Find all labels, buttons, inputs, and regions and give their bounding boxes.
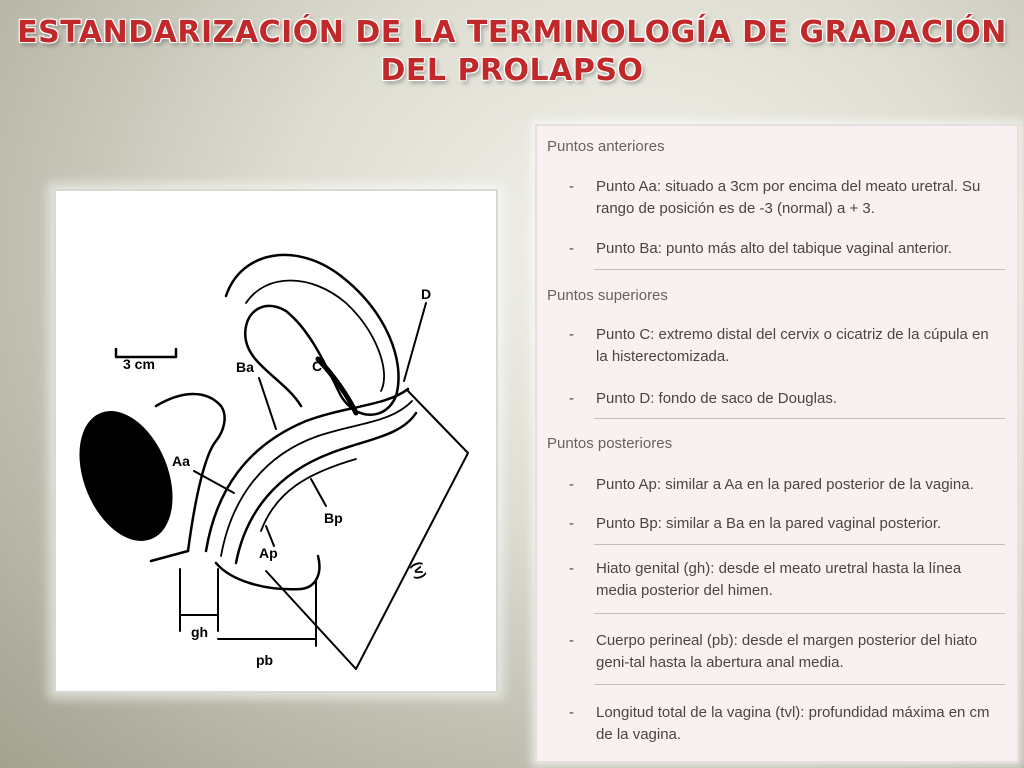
point-d-leader: [404, 303, 426, 381]
list-dash: -: [569, 515, 574, 532]
perineum-line-left: [151, 551, 188, 561]
list-item: [569, 388, 999, 410]
vaginal-lumen-line: [221, 401, 412, 556]
list-item: [569, 702, 999, 746]
rectum-shape: [62, 397, 191, 555]
divider: [594, 613, 1005, 614]
point-bp-leader: [311, 479, 326, 506]
list-dash: -: [569, 390, 574, 407]
pop-q-diagram: [56, 191, 496, 691]
label-aa: Aa: [172, 453, 190, 469]
list-item: [569, 176, 999, 220]
tvl-measure-line: [356, 391, 468, 669]
gh-bracket: [180, 569, 218, 631]
divider: [594, 269, 1005, 270]
list-item-text: Punto Ap: similar a Aa en la pared posterior de la vagina.: [596, 476, 974, 493]
slide-title: [0, 14, 1024, 90]
list-dash: -: [569, 476, 574, 493]
heading-puntos-anteriores: Puntos anteriores: [547, 138, 665, 155]
label-ap: Ap: [259, 545, 278, 561]
list-item-text: Punto D: fondo de saco de Douglas.: [596, 390, 837, 407]
list-dash: -: [569, 704, 574, 721]
list-item: [569, 630, 999, 674]
list-item: [569, 238, 999, 260]
divider: [594, 418, 1005, 419]
heading-puntos-posteriores: Puntos posteriores: [547, 435, 673, 452]
list-item-text: Punto Bp: similar a Ba en la pared vaginal posterior.: [596, 515, 942, 532]
list-item-text: Punto C: extremo distal del cervix o cicatriz de la cúpula en la histerectomizada.: [596, 326, 989, 365]
pop-q-diagram-card: [54, 189, 498, 693]
posterior-vaginal-wall: [236, 413, 416, 563]
list-item: [569, 558, 999, 602]
label-tvl: (v): [409, 559, 430, 581]
list-item-text: Cuerpo perineal (pb): desde el margen posterior del hiato geni-tal hasta la abertura anal media.: [596, 632, 978, 671]
list-item: [569, 324, 999, 368]
list-dash: -: [569, 178, 574, 195]
list-dash: -: [569, 326, 574, 343]
point-ba-leader: [259, 378, 276, 429]
list-dash: -: [569, 632, 574, 649]
list-item: [569, 513, 999, 535]
list-item-text: Hiato genital (gh): desde el meato uretral hasta la línea media posterior del himen.: [596, 560, 962, 599]
scale-label: 3 cm: [123, 356, 155, 372]
pop-q-definitions-panel: [535, 124, 1019, 763]
list-item-text: Punto Ba: punto más alto del tabique vaginal anterior.: [596, 240, 953, 257]
heading-puntos-superiores: Puntos superiores: [547, 287, 668, 304]
divider: [594, 684, 1005, 685]
slide-title-line-2: DEL PROLAPSO: [380, 53, 644, 88]
label-c: C: [312, 358, 323, 374]
uterus-outline: [226, 255, 399, 415]
label-bp: Bp: [324, 510, 343, 526]
label-ba: Ba: [236, 359, 254, 375]
label-pb: pb: [256, 652, 274, 668]
point-ap-leader: [266, 526, 274, 546]
list-item: [569, 474, 999, 496]
label-gh: gh: [191, 624, 209, 640]
divider: [594, 544, 1005, 545]
list-dash: -: [569, 240, 574, 257]
list-item-text: Longitud total de la vagina (tvl): profundidad máxima en cm de la vagina.: [596, 704, 990, 743]
list-dash: -: [569, 560, 574, 577]
list-item-text: Punto Aa: situado a 3cm por encima del meato uretral. Su rango de posición es de -3 (normal) a + 3.: [596, 178, 981, 217]
slide-title-line-1: ESTANDARIZACIÓN DE LA TERMINOLOGÍA DE GRADACIÓN: [17, 15, 1007, 50]
label-d: D: [421, 286, 432, 302]
